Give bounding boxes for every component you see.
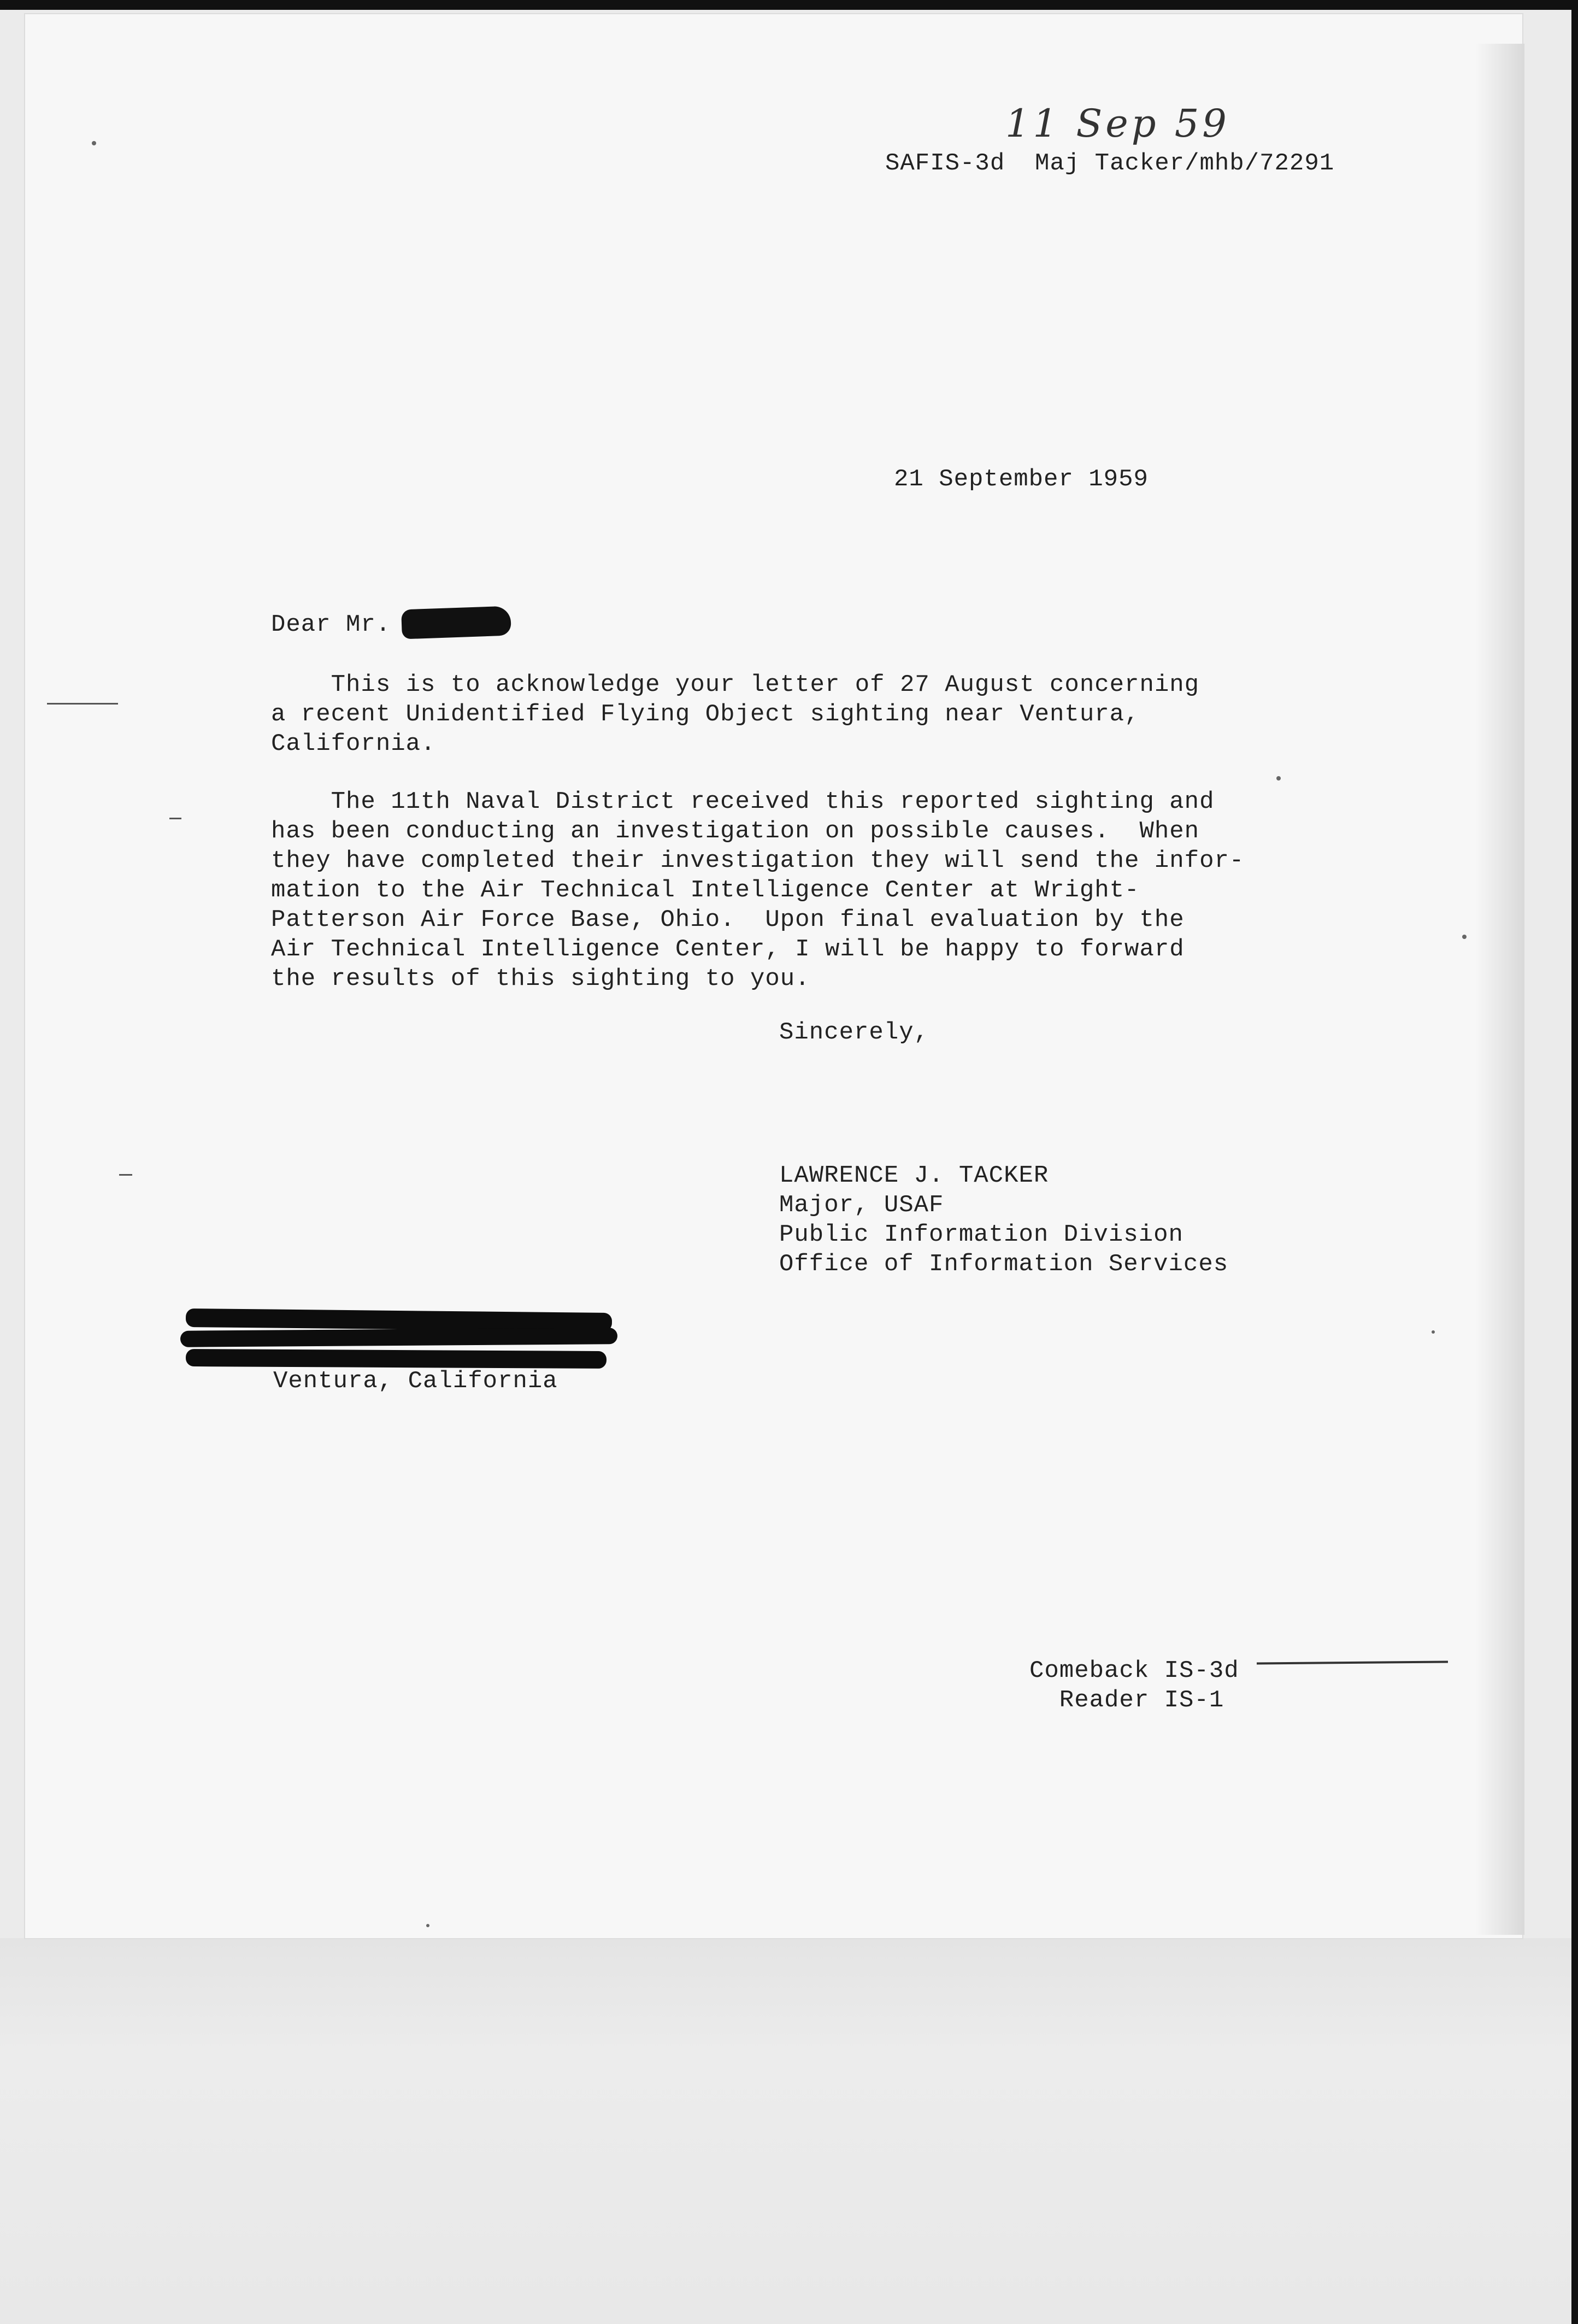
letter-date: 21 September 1959	[894, 466, 1149, 493]
reference-line: SAFIS-3d Maj Tacker/mhb/72291	[885, 150, 1335, 177]
redacted-name	[401, 606, 511, 639]
margin-mark	[119, 1174, 132, 1176]
closing: Sincerely,	[779, 1019, 929, 1046]
scan-frame-right	[1571, 0, 1578, 2324]
scan-speck	[1432, 1330, 1435, 1334]
paragraph-investigation: The 11th Naval District received this reported sighting and has been conducting an investigation on possible causes. When they have completed their investigation they will send the infor- mation to the Air Technical Intelligence Center at Wright- Patterson Air Force Base, Ohio. Upon final evaluation by the Air Technical Intelligence Center, I will be happy to forward the results of this sighting to you.	[271, 788, 1245, 993]
handwritten-note: 11 Sep 59	[1005, 101, 1230, 146]
paragraph-acknowledgement: This is to acknowledge your letter of 27 August concerning a recent Unidentified Flying Object sighting near Ventura, California.	[271, 671, 1200, 758]
page-edge-shadow	[1475, 44, 1524, 1935]
faded-stamp-ghost	[415, 1503, 721, 1623]
salutation: Dear Mr.	[271, 611, 391, 638]
scan-speck	[426, 1924, 429, 1927]
scan-frame-top	[0, 0, 1578, 10]
address-city: Ventura, California	[273, 1368, 558, 1395]
scan-speck	[1462, 935, 1467, 939]
margin-mark	[169, 818, 181, 819]
redacted-address-line-2	[180, 1328, 617, 1347]
scan-speck	[1276, 776, 1281, 780]
routing-notation: Comeback IS-3d Reader IS-1	[1029, 1657, 1239, 1714]
scan-lower-strip	[0, 1938, 1571, 2324]
redacted-address-line-3	[186, 1349, 607, 1369]
scan-speck	[92, 141, 96, 145]
margin-mark	[47, 703, 118, 705]
signature-block: LAWRENCE J. TACKER Major, USAF Public Information Division Office of Information Services	[779, 1162, 1229, 1278]
